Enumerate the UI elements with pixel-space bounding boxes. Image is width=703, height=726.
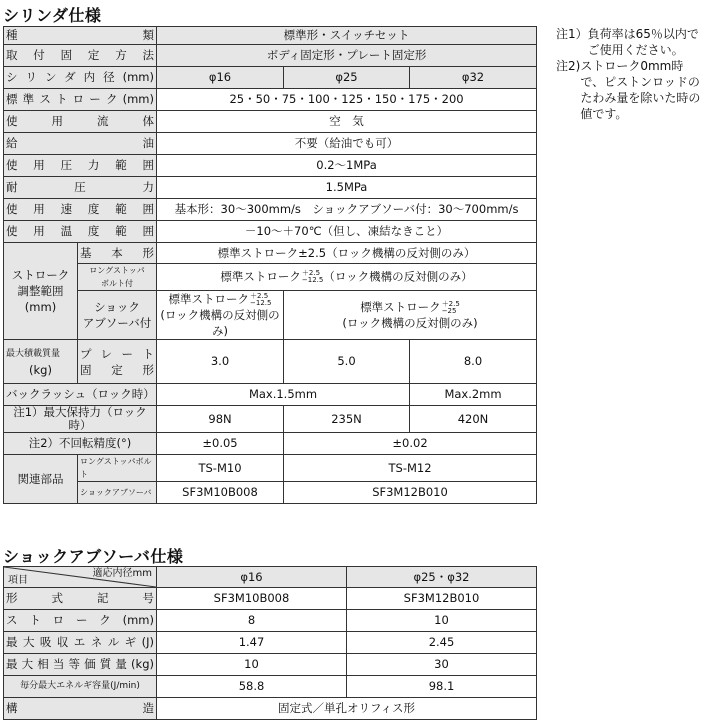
payload-sub-line1: プレート [80, 346, 154, 361]
bore-16: φ16 [157, 67, 284, 89]
mount-value: ボディ固定形・プレート固定形 [157, 45, 537, 67]
holding-32: 420N [410, 406, 537, 433]
adjust-bolt-prefix: 標準ストローク [220, 269, 301, 284]
fluid-label: 使用流体 [4, 111, 157, 133]
shock-row-value: 98.1 [347, 676, 537, 698]
parts-bolt-25-32: TS-M12 [284, 455, 537, 482]
shock-row-value: SF3M10B008 [157, 588, 347, 610]
shock-row-label: 毎分最大エネルギ容量(J/min) [4, 676, 157, 698]
adjust-label-line1: ストローク [11, 268, 70, 282]
rotation-16: ±0.05 [157, 433, 284, 455]
type-value: 標準形・スイッチセット [157, 27, 537, 45]
adjust-shock-a-prefix: 標準ストローク [168, 292, 250, 306]
temp-value: －10～＋70℃（但し、凍結なきこと） [157, 221, 537, 243]
stroke-label: 標準ストローク(mm) [4, 89, 157, 111]
rotation-label: 注2）不回転精度(°) [4, 433, 157, 455]
payload-32: 8.0 [410, 340, 537, 384]
adjust-label-line2: 調整範囲 [17, 284, 64, 298]
adjust-shock-value-16 [157, 291, 284, 340]
payload-16: 3.0 [157, 340, 284, 384]
parts-label: 関連部品 [4, 455, 78, 504]
mount-label: 取付固定方法 [4, 45, 157, 67]
shock-row-value: 8 [157, 610, 347, 632]
adjust-bolt-label-line1: ロングストッパ [89, 266, 145, 275]
adjust-shock-value-25-32 [284, 291, 537, 340]
adjust-bolt-tol-down: −12.5 [301, 276, 324, 284]
adjust-basic-value: 標準ストローク±2.5（ロック機構の反対側のみ） [157, 243, 537, 264]
proof-value: 1.5MPa [157, 177, 537, 199]
shock-header-bottom: 項目 [8, 575, 28, 586]
shock-row-value: 30 [347, 654, 537, 676]
adjust-bolt-tolerance [302, 270, 323, 284]
shock-row-value: 10 [347, 610, 537, 632]
payload-sub-line2: 固定形 [80, 362, 154, 377]
fluid-value: 空 気 [157, 111, 537, 133]
adjust-shock-b-up: ＋2.5 [441, 299, 460, 308]
shock-row-value: 2.45 [347, 632, 537, 654]
note-1-label: 注1） [556, 27, 588, 41]
cylinder-spec-table [3, 26, 537, 504]
adjust-shock-a-tolerance [250, 293, 271, 307]
adjust-shock-a-note: (ロック機構の反対側のみ) [160, 308, 280, 338]
holding-label: 注1）最大保持力（ロック時） [4, 406, 157, 433]
adjust-shock-b-prefix: 標準ストローク [360, 300, 441, 314]
rotation-25-32: ±0.02 [284, 433, 537, 455]
backlash-16-25: Max.1.5mm [157, 384, 410, 406]
parts-shock-16: SF3M10B008 [157, 482, 284, 504]
adjust-label [4, 243, 78, 340]
parts-bolt-label: ロングストッパボルト [78, 455, 157, 482]
spec-title: シリンダ仕様 [3, 6, 102, 25]
shock-absorber-table [3, 566, 537, 720]
backlash-32: Max.2mm [410, 384, 537, 406]
adjust-shock-a-down: −12.5 [250, 298, 272, 307]
shock-header-corner [4, 567, 157, 588]
shock-row-value: 58.8 [157, 676, 347, 698]
shock-header-top: 適応内径mm [92, 568, 152, 579]
note-2-label: 注2) [556, 59, 581, 73]
shock-row-value: 1.47 [157, 632, 347, 654]
adjust-bolt-label-line2: ボルト付 [101, 279, 133, 288]
adjust-bolt-suffix: （ロック機構の反対側のみ） [323, 269, 473, 284]
shock-col-25-32: φ25・φ32 [347, 567, 537, 588]
shock-row-label: 最大吸収エネルギ(J) [4, 632, 157, 654]
adjust-shock-label [78, 291, 157, 340]
speed-value: 基本形：30～300mm/s ショックアブソーバ付：30～700mm/s [157, 199, 537, 221]
stroke-value: 25・50・75・100・125・150・175・200 [157, 89, 537, 111]
parts-bolt-16: TS-M10 [157, 455, 284, 482]
bore-32: φ32 [410, 67, 537, 89]
holding-25: 235N [284, 406, 410, 433]
shock-row-label: ストローク(mm) [4, 610, 157, 632]
pressure-value: 0.2～1MPa [157, 155, 537, 177]
notes [556, 26, 701, 122]
note-1-text: 負荷率は65％以内でご使用ください。 [587, 27, 699, 57]
type-label: 種 類 [4, 27, 157, 45]
adjust-bolt-tol-up: ＋2.5 [301, 269, 321, 277]
adjust-bolt-label [78, 264, 157, 291]
pressure-label: 使用圧力範囲 [4, 155, 157, 177]
proof-label: 耐圧力 [4, 177, 157, 199]
payload-label [4, 340, 78, 384]
note-2 [556, 58, 701, 122]
backlash-label: バックラッシュ（ロック時） [4, 384, 157, 406]
adjust-bolt-value [157, 264, 537, 291]
shock-structure-label: 構 造 [4, 698, 157, 720]
note-2-text: ストローク0mm時で、ピストンロッドのたわみ量を除いた時の値です。 [580, 59, 701, 121]
lube-value: 不要（給油でも可） [157, 133, 537, 155]
adjust-basic-label: 基本形 [78, 243, 157, 264]
adjust-shock-label-line1: ショック [94, 300, 140, 314]
shock-row-value: SF3M12B010 [347, 588, 537, 610]
shock-row-label: 最大相当等価質量(kg) [4, 654, 157, 676]
adjust-shock-label-line2: アブソーバ付 [82, 316, 152, 330]
adjust-shock-a-up: ＋2.5 [250, 291, 269, 300]
payload-sub-label [78, 340, 157, 384]
temp-label: 使用温度範囲 [4, 221, 157, 243]
speed-label: 使用速度範囲 [4, 199, 157, 221]
holding-16: 98N [157, 406, 284, 433]
adjust-shock-b-note: (ロック機構の反対側のみ) [342, 316, 478, 330]
adjust-shock-b-tolerance [442, 301, 460, 315]
parts-shock-25-32: SF3M12B010 [284, 482, 537, 504]
shock-row-value: 10 [157, 654, 347, 676]
bore-25: φ25 [284, 67, 410, 89]
payload-label-line2: (kg) [29, 362, 52, 377]
bore-label: シリンダ内径(mm) [4, 67, 157, 89]
shock-structure-value: 固定式／単孔オリフィス形 [157, 698, 537, 720]
payload-25: 5.0 [284, 340, 410, 384]
shock-row-label: 形式記号 [4, 588, 157, 610]
note-1 [556, 26, 701, 58]
shock-title: ショックアブソーバ仕様 [3, 547, 184, 566]
shock-col-16: φ16 [157, 567, 347, 588]
adjust-label-line3: (mm) [24, 300, 57, 314]
adjust-shock-b-down: −25 [441, 306, 457, 315]
lube-label: 給油 [4, 133, 157, 155]
parts-shock-label: ショックアブソーバ [78, 482, 157, 504]
payload-label-line1: 最大積載質量 [6, 348, 61, 359]
